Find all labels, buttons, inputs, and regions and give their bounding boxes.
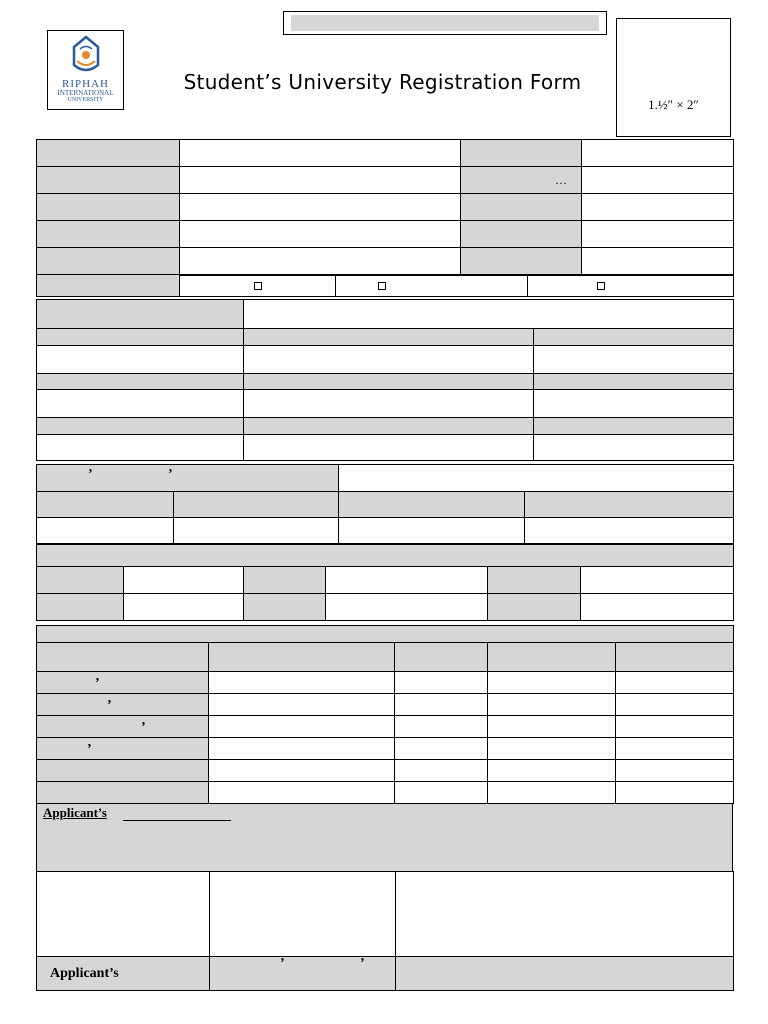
column-header: [244, 329, 534, 346]
field-label: [461, 140, 582, 167]
column-header: [244, 374, 534, 390]
table-cell[interactable]: [395, 782, 488, 804]
comma-mark: ’: [360, 956, 365, 971]
field-label: [37, 275, 180, 297]
column-header: [209, 643, 395, 672]
field-label: [461, 248, 582, 276]
section-header: [37, 626, 734, 643]
row-label: [37, 716, 209, 738]
row-label: [37, 672, 209, 694]
table-cell[interactable]: [209, 672, 395, 694]
field-label: [37, 567, 124, 594]
comma-mark: ’: [107, 697, 112, 713]
column-header: [37, 492, 174, 518]
signature-box[interactable]: [210, 872, 396, 957]
table-cell[interactable]: [616, 738, 734, 760]
row-label: [37, 738, 209, 760]
field-label: [461, 221, 582, 248]
table-cell[interactable]: [395, 672, 488, 694]
field-label: [37, 167, 180, 194]
footer-mark-cell: [210, 957, 396, 991]
field-label: [37, 194, 180, 221]
row-label: [37, 760, 209, 782]
table-cell[interactable]: [616, 716, 734, 738]
declaration-box: [36, 803, 733, 872]
field-label: [461, 194, 582, 221]
checkbox-icon: [254, 282, 262, 290]
university-logo: [47, 30, 124, 110]
declaration-label: Applicant’s: [43, 805, 107, 820]
row-label: [37, 694, 209, 716]
column-header: [534, 418, 734, 435]
field-input[interactable]: [534, 390, 734, 418]
footer-field[interactable]: [396, 957, 734, 991]
field-input[interactable]: [37, 346, 244, 374]
table-cell[interactable]: [488, 760, 616, 782]
table-cell[interactable]: [209, 716, 395, 738]
checkbox-icon: [597, 282, 605, 290]
comma-mark: ’: [280, 956, 285, 971]
signature-box[interactable]: [396, 872, 734, 957]
section-header: [37, 545, 734, 567]
table-cell[interactable]: [616, 672, 734, 694]
field-label: [461, 167, 582, 194]
field-input[interactable]: [582, 140, 734, 167]
top-field-box[interactable]: [283, 11, 607, 35]
field-input[interactable]: [180, 248, 461, 276]
field-input[interactable]: [37, 435, 244, 461]
option-checkbox[interactable]: [180, 275, 336, 297]
option-checkbox[interactable]: [528, 275, 734, 297]
table-cell[interactable]: [488, 694, 616, 716]
column-header: [37, 418, 244, 435]
academic-record-table: [36, 625, 734, 804]
table-cell[interactable]: [395, 738, 488, 760]
column-header: [37, 374, 244, 390]
photo-box[interactable]: [616, 18, 731, 137]
signature-box[interactable]: [37, 872, 210, 957]
field-input[interactable]: [37, 518, 174, 544]
logo-text-line3: UNIVERSITY: [67, 97, 104, 103]
column-header: [616, 643, 734, 672]
option-checkbox[interactable]: [336, 275, 528, 297]
table-cell[interactable]: [488, 738, 616, 760]
column-header: [488, 643, 616, 672]
row-label: [37, 782, 209, 804]
checkbox-icon: [378, 282, 386, 290]
table-cell[interactable]: [488, 672, 616, 694]
column-header: [534, 329, 734, 346]
field-input[interactable]: [534, 435, 734, 461]
field-input[interactable]: [244, 435, 534, 461]
logo-text-line2: INTERNATIONAL: [57, 89, 114, 97]
field-input[interactable]: [581, 594, 734, 621]
field-input[interactable]: [534, 346, 734, 374]
field-input[interactable]: [326, 594, 488, 621]
contact-info-table: [36, 464, 734, 544]
field-input[interactable]: [124, 567, 244, 594]
footer-label-cell: [37, 957, 210, 991]
signature-table: [36, 871, 734, 991]
column-header: [534, 374, 734, 390]
logo-emblem-icon: [66, 35, 106, 79]
column-header: [339, 492, 525, 518]
column-header: [395, 643, 488, 672]
ellipsis-text: …: [555, 172, 567, 187]
top-field-fill: [291, 15, 599, 31]
table-cell[interactable]: [395, 760, 488, 782]
field-input[interactable]: [174, 518, 339, 544]
field-input[interactable]: [339, 518, 525, 544]
field-input[interactable]: [582, 221, 734, 248]
table-cell[interactable]: [616, 782, 734, 804]
column-header: [174, 492, 339, 518]
footer-label: Applicant’s: [50, 966, 119, 981]
table-cell[interactable]: [488, 782, 616, 804]
field-label: [488, 594, 581, 621]
field-input[interactable]: [124, 594, 244, 621]
field-input[interactable]: [180, 221, 461, 248]
column-header: [525, 492, 734, 518]
table-cell[interactable]: [209, 782, 395, 804]
comma-mark: ’: [87, 741, 92, 757]
column-header: [37, 643, 209, 672]
comma-mark: ’: [95, 675, 100, 691]
field-input[interactable]: [37, 390, 244, 418]
table-cell[interactable]: [209, 738, 395, 760]
field-input[interactable]: [581, 567, 734, 594]
section-input[interactable]: [244, 300, 734, 329]
photo-box-label: 1.½″ × 2″: [648, 97, 699, 112]
checkbox-row-table: [36, 274, 734, 297]
field-label: [37, 594, 124, 621]
table-cell[interactable]: [395, 716, 488, 738]
field-label: [488, 567, 581, 594]
column-header: [37, 329, 244, 346]
field-input[interactable]: [180, 194, 461, 221]
table-cell[interactable]: [488, 716, 616, 738]
field-input[interactable]: [244, 346, 534, 374]
field-input[interactable]: [180, 167, 461, 194]
table-cell[interactable]: [209, 760, 395, 782]
field-input[interactable]: [525, 518, 734, 544]
field-input[interactable]: [582, 167, 734, 194]
field-input[interactable]: [326, 567, 488, 594]
field-input[interactable]: [582, 248, 734, 276]
field-input[interactable]: [244, 390, 534, 418]
table-cell[interactable]: [395, 694, 488, 716]
guardian-info-table: [36, 299, 734, 461]
table-cell[interactable]: [616, 760, 734, 782]
field-input[interactable]: [180, 140, 461, 167]
field-input[interactable]: [582, 194, 734, 221]
field-label: [244, 594, 326, 621]
comma-mark: ’: [141, 719, 146, 735]
comma-mark: ’: [168, 467, 173, 482]
table-cell[interactable]: [209, 694, 395, 716]
section-input[interactable]: [339, 465, 734, 492]
field-label: [37, 248, 180, 276]
section-label: [37, 465, 339, 492]
section-label: [37, 300, 244, 329]
column-header: [244, 418, 534, 435]
program-info-table: [36, 544, 734, 621]
declaration-underline: [123, 820, 231, 821]
comma-mark: ’: [88, 467, 93, 482]
personal-info-table: [36, 139, 734, 276]
logo-text-line1: RIPHAH: [62, 78, 109, 90]
page-title: Student’s University Registration Form: [183, 70, 582, 94]
table-cell[interactable]: [616, 694, 734, 716]
field-label: [244, 567, 326, 594]
field-label: [37, 221, 180, 248]
field-label: [37, 140, 180, 167]
